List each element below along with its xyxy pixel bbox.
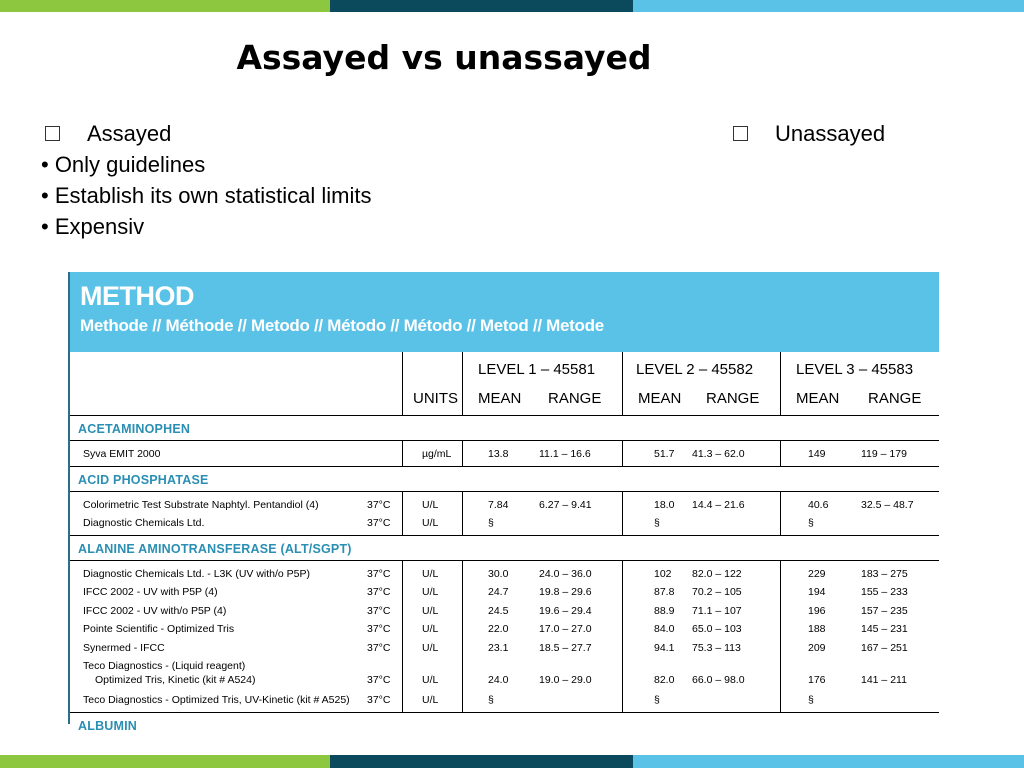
mean-header: MEAN bbox=[478, 390, 522, 407]
cell-l3-range: 167 – 251 bbox=[861, 641, 908, 654]
cell-l3-range: 119 – 179 bbox=[861, 448, 907, 460]
method-name: Diagnostic Chemicals Ltd. - L3K (UV with/o P5P) bbox=[83, 567, 311, 580]
cell-l1-mean: 22.0 bbox=[488, 623, 509, 635]
cell-l2-mean: § bbox=[654, 694, 660, 706]
method-name: Colorimetric Test Substrate Naphtyl. Pentandiol (4) bbox=[83, 498, 319, 511]
cell-unit: U/L bbox=[422, 623, 439, 635]
cell-l1-mean: § bbox=[488, 517, 494, 529]
cell-l2-range: 71.1 – 107 bbox=[692, 604, 742, 617]
method-name: Syva EMIT 2000 bbox=[83, 448, 161, 460]
cell-temp: 37°C bbox=[367, 604, 391, 617]
section-rows bbox=[70, 491, 939, 536]
table-row bbox=[70, 513, 939, 532]
table-row bbox=[70, 495, 939, 514]
section-heading: ALANINE AMINOTRANSFERASE (ALT/SGPT) bbox=[78, 541, 352, 556]
bullet-item: • Expensiv bbox=[41, 214, 145, 239]
cell-unit: U/L bbox=[422, 567, 439, 580]
method-name: Pointe Scientific - Optimized Tris bbox=[83, 623, 235, 635]
section-heading: ACID PHOSPHATASE bbox=[78, 472, 209, 487]
method-name: Diagnostic Chemicals Ltd. bbox=[83, 517, 205, 529]
cell-temp: 37°C bbox=[367, 567, 391, 580]
table-row bbox=[70, 564, 939, 583]
cell-l1-range: 11.1 – 16.6 bbox=[539, 448, 591, 460]
cell-l2-mean: 84.0 bbox=[654, 623, 675, 635]
cell-l3-mean: 196 bbox=[808, 604, 826, 617]
cell-l1-mean: 30.0 bbox=[488, 567, 509, 580]
bullet-item: • Establish its own statistical limits bbox=[41, 183, 372, 208]
cell-l1-range: 18.5 – 27.7 bbox=[539, 641, 592, 654]
table-row bbox=[70, 601, 939, 620]
top-color-band bbox=[0, 0, 1024, 12]
cell-l1-mean: 24.7 bbox=[488, 586, 509, 598]
assayed-heading: Assayed bbox=[87, 121, 172, 146]
level-1-header: LEVEL 1 – 45581 bbox=[478, 361, 596, 378]
cell-unit: U/L bbox=[422, 498, 439, 511]
cell-l2-range: 75.3 – 113 bbox=[692, 641, 741, 654]
method-table bbox=[68, 272, 939, 733]
units-header: UNITS bbox=[413, 390, 458, 407]
section-heading: ACETAMINOPHEN bbox=[78, 422, 191, 436]
cell-unit: U/L bbox=[422, 641, 439, 654]
cell-l1-mean: 24.0 bbox=[488, 674, 509, 686]
cell-unit: U/L bbox=[422, 694, 439, 706]
range-header: RANGE bbox=[706, 390, 760, 407]
cell-l3-mean: 149 bbox=[808, 448, 826, 460]
cell-unit: U/L bbox=[422, 604, 439, 617]
method-name: IFCC 2002 - UV with/o P5P (4) bbox=[83, 604, 227, 617]
table-sections bbox=[70, 416, 939, 737]
cell-unit: µg/mL bbox=[422, 448, 452, 460]
cell-unit: U/L bbox=[422, 674, 439, 686]
table-row bbox=[70, 690, 939, 709]
cell-l3-range: 157 – 235 bbox=[861, 604, 908, 617]
table-title: METHOD bbox=[80, 281, 194, 311]
method-name bbox=[83, 659, 255, 687]
cell-l3-mean: 209 bbox=[808, 641, 826, 654]
cell-l3-mean: 194 bbox=[808, 586, 826, 598]
method-name: Teco Diagnostics - Optimized Tris, UV-Kinetic (kit # A525) bbox=[83, 694, 350, 706]
cell-l3-range: 145 – 231 bbox=[861, 623, 908, 635]
table-row bbox=[70, 656, 939, 690]
table-header bbox=[70, 352, 939, 416]
table-subtitle: Methode // Méthode // Metodo // Método // Método // Metod // Metode bbox=[80, 316, 604, 335]
cell-l3-range: 141 – 211 bbox=[861, 674, 907, 686]
cell-l1-range: 6.27 – 9.41 bbox=[539, 498, 592, 511]
cell-l2-range: 65.0 – 103 bbox=[692, 623, 742, 635]
cell-temp: 37°C bbox=[367, 694, 391, 706]
level-2-header: LEVEL 2 – 45582 bbox=[636, 361, 754, 378]
range-header: RANGE bbox=[868, 390, 922, 407]
cell-l2-mean: 94.1 bbox=[654, 641, 675, 654]
cell-l1-mean: 7.84 bbox=[488, 498, 509, 511]
table-banner bbox=[70, 272, 939, 352]
cell-l1-range: 17.0 – 27.0 bbox=[539, 623, 592, 635]
cell-l1-mean: 13.8 bbox=[488, 448, 509, 460]
cell-l2-range: 70.2 – 105 bbox=[692, 586, 742, 598]
cell-l2-mean: 82.0 bbox=[654, 674, 675, 686]
cell-l1-mean: § bbox=[488, 694, 494, 706]
cell-l3-mean: 229 bbox=[808, 567, 826, 580]
cell-l3-mean: § bbox=[808, 694, 814, 706]
method-name-line: Teco Diagnostics - (Liquid reagent) bbox=[83, 660, 246, 672]
table-row bbox=[70, 638, 939, 657]
mean-header: MEAN bbox=[638, 390, 682, 407]
cell-l2-range: 82.0 – 122 bbox=[692, 567, 742, 580]
unassayed-column bbox=[729, 118, 885, 149]
cell-l1-mean: 23.1 bbox=[488, 641, 509, 654]
cell-l1-range: 24.0 – 36.0 bbox=[539, 567, 592, 580]
cell-l3-mean: § bbox=[808, 517, 814, 529]
table-row bbox=[70, 444, 939, 463]
cell-l2-mean: § bbox=[654, 517, 660, 529]
cell-temp: 37°C bbox=[367, 623, 391, 635]
section-rows bbox=[70, 560, 939, 713]
section-rows bbox=[70, 440, 939, 467]
slide-title: Assayed vs unassayed bbox=[236, 38, 652, 77]
cell-unit: U/L bbox=[422, 586, 439, 598]
unassayed-heading: Unassayed bbox=[775, 121, 886, 146]
cell-l1-range: 19.0 – 29.0 bbox=[539, 674, 592, 686]
cell-l2-mean: 51.7 bbox=[654, 448, 675, 460]
cell-l2-range: 41.3 – 62.0 bbox=[692, 448, 745, 460]
cell-l2-mean: 88.9 bbox=[654, 604, 675, 617]
checkbox-icon bbox=[45, 126, 60, 141]
cell-l2-mean: 18.0 bbox=[654, 498, 675, 511]
cell-l3-mean: 188 bbox=[808, 623, 826, 635]
cell-l3-range: 183 – 275 bbox=[861, 567, 908, 580]
table-row bbox=[70, 619, 939, 638]
cell-l1-range: 19.8 – 29.6 bbox=[539, 586, 592, 598]
cell-temp: 37°C bbox=[367, 498, 391, 511]
mean-header: MEAN bbox=[796, 390, 840, 407]
table-row bbox=[70, 582, 939, 601]
cell-l3-mean: 40.6 bbox=[808, 498, 829, 511]
range-header: RANGE bbox=[548, 390, 602, 407]
bottom-color-band bbox=[0, 755, 1024, 768]
cell-temp: 37°C bbox=[367, 674, 391, 686]
cell-temp: 37°C bbox=[367, 517, 391, 529]
cell-temp: 37°C bbox=[367, 641, 391, 654]
cell-l1-mean: 24.5 bbox=[488, 604, 509, 617]
cell-l2-range: 66.0 – 98.0 bbox=[692, 674, 745, 686]
cell-l3-mean: 176 bbox=[808, 674, 826, 686]
cell-l3-range: 155 – 233 bbox=[861, 586, 908, 598]
checkbox-icon bbox=[733, 126, 748, 141]
cell-l2-mean: 87.8 bbox=[654, 586, 675, 598]
method-name-line: Optimized Tris, Kinetic (kit # A524) bbox=[95, 674, 256, 686]
cell-unit: U/L bbox=[422, 517, 439, 529]
cell-l2-mean: 102 bbox=[654, 567, 672, 580]
cell-l3-range: 32.5 – 48.7 bbox=[861, 498, 914, 511]
cell-l2-range: 14.4 – 21.6 bbox=[692, 498, 745, 511]
method-name: Synermed - IFCC bbox=[83, 641, 165, 654]
cell-l1-range: 19.6 – 29.4 bbox=[539, 604, 592, 617]
level-3-header: LEVEL 3 – 45583 bbox=[796, 361, 914, 378]
method-name: IFCC 2002 - UV with P5P (4) bbox=[83, 586, 218, 598]
section-heading: ALBUMIN bbox=[78, 718, 138, 733]
assayed-column bbox=[41, 118, 371, 242]
cell-temp: 37°C bbox=[367, 586, 391, 598]
bullet-item: • Only guidelines bbox=[41, 152, 206, 177]
